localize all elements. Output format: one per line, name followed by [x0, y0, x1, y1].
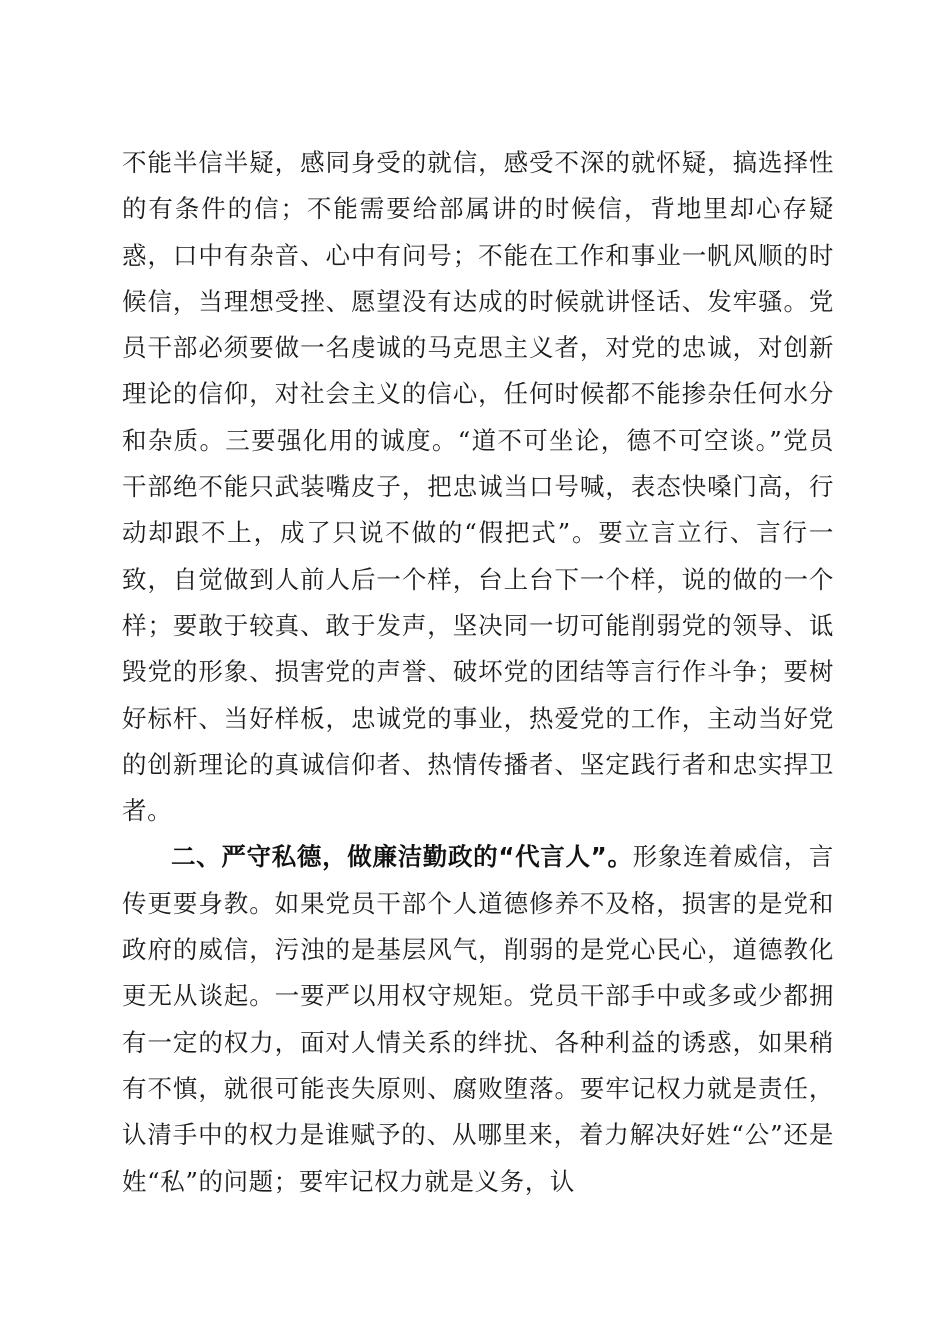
section-body-text: 形象连着威信，言传更要身教。如果党员干部个人道德修养不及格，损害的是党和政府的威信，污浊的是基层风气，削弱的是党心民心，道德教化更无从谈起。一要严以用权守规矩。党员干部手中或多或少都拥有一定的权力，面对人情关系的绊扰、各种利益的诱惑，如果稍有不慎，就很可能丧失原则、腐败堕落。要牢记权力就是责任，认清手中的权力是谁赋予的、从哪里来，着力解决好姓“公”还是姓“私”的问题；要牢记权力就是义务，认 [122, 842, 834, 1196]
paragraph-continuation: 不能半信半疑，感同身受的就信，感受不深的就怀疑，搞选择性的有条件的信；不能需要给部属讲的时候信，背地里却心存疑惑，口中有杂音、心中有问号；不能在工作和事业一帆风顺的时候信，当理想受挫、愿望没有达成的时候就讲怪话、发牢骚。党员干部必须要做一名虔诚的马克思主义者，对党的忠诚，对创新理论的信仰，对社会主义的信心，任何时候都不能掺杂任何水分和杂质。三要强化用的诚度。“道不可坐论，德不可空谈。”党员干部绝不能只武装嘴皮子，把忠诚当口号喊，表态快嗓门高，行动却跟不上，成了只说不做的“假把式”。要立言立行、言行一致，自觉做到人前人后一个样，台上台下一个样，说的做的一个样；要敢于较真、敢于发声，坚决同一切可能削弱党的领导、诋毁党的形象、损害党的声誉、破坏党的团结等言行作斗争；要树好标杆、当好样板，忠诚党的事业，热爱党的工作，主动当好党的创新理论的真诚信仰者、热情传播者、坚定践行者和忠实捍卫者。 [122, 148, 834, 826]
section-heading: 二、严守私德，做廉洁勤政的“代言人”。 [171, 842, 633, 872]
paragraph-section-two [122, 834, 834, 1204]
document-body [122, 140, 834, 1205]
